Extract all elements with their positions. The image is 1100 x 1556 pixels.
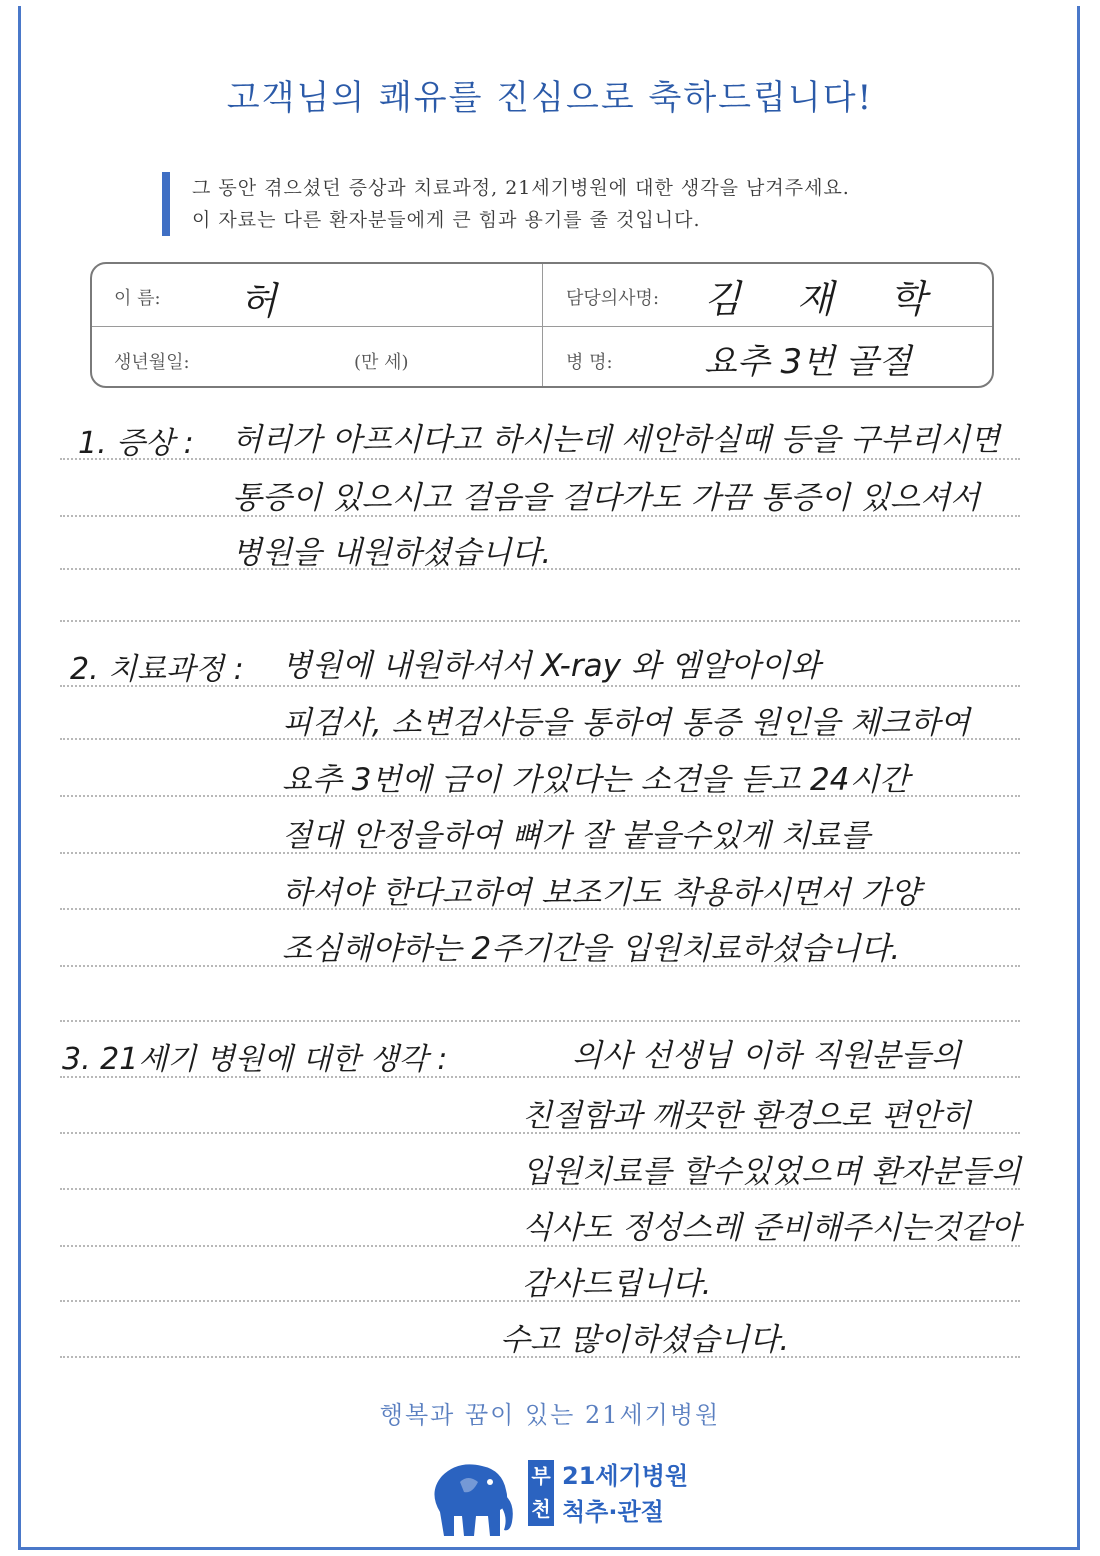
logo-hospital-name: 21세기병원	[562, 1462, 689, 1490]
doctor-label: 담당의사명:	[566, 288, 660, 309]
logo-box-bottom: 천	[531, 1497, 551, 1521]
opinion-line: 의사 선생님 이하 직원분들의	[572, 1038, 961, 1074]
opinion-line: 식사도 정성스레 준비해주시는것같아	[522, 1210, 1021, 1246]
treatment-line: 조심해야하는 2주기간을 입원치료하셨습니다.	[282, 931, 901, 967]
treatment-line: 병원에 내원하셔서 X-ray 와 엠알아이와	[282, 648, 821, 684]
ruled-line	[60, 1020, 1020, 1022]
patient-info-box	[90, 262, 994, 388]
name-value: 허	[240, 279, 277, 323]
hospital-logo	[420, 1452, 689, 1542]
treatment-line: 절대 안정을하여 뼈가 잘 붙을수있게 치료를	[282, 818, 871, 854]
info-box-divider-v	[542, 264, 543, 386]
treatment-line: 하셔야 한다고하여 보조기도 착용하시면서 가양	[282, 875, 921, 911]
treatment-line: 요추 3번에 금이 가있다는 소견을 듣고 24시간	[282, 762, 910, 798]
logo-box-top: 부	[531, 1464, 551, 1488]
intro-line-2: 이 자료는 다른 환자분들에게 큰 힘과 용기를 줄 것입니다.	[192, 209, 701, 231]
treatment-heading: 2. 치료과정 :	[70, 652, 244, 687]
age-label: (만 세)	[354, 352, 409, 373]
symptom-line: 통증이 있으시고 걸음을 걸다가도 가끔 통증이 있으셔서	[232, 480, 980, 516]
page-title: 고객님의 쾌유를 진심으로 축하드립니다!	[226, 78, 874, 118]
opinion-line: 감사드립니다.	[522, 1266, 712, 1302]
opinion-line: 입원치료를 할수있었으며 환자분들의	[522, 1154, 1021, 1190]
name-label: 이 름:	[114, 288, 161, 309]
symptom-line: 병원을 내원하셨습니다.	[232, 535, 552, 571]
elephant-icon	[420, 1452, 520, 1542]
symptom-heading: 1. 증상 :	[78, 426, 194, 461]
intro-line-1: 그 동안 겪으셨던 증상과 치료과정, 21세기병원에 대한 생각을 남겨주세요.	[192, 177, 850, 199]
footer-slogan: 행복과 꿈이 있는 21세기병원	[379, 1401, 721, 1429]
logo-box	[528, 1460, 554, 1526]
doctor-value: 김 재 학	[704, 277, 949, 321]
opinion-heading: 3. 21세기 병원에 대한 생각 :	[62, 1042, 448, 1077]
logo-specialty: 척추·관절	[562, 1498, 664, 1526]
birth-label: 생년월일:	[114, 352, 190, 373]
opinion-line: 친절함과 깨끗한 환경으로 편안히	[522, 1098, 971, 1134]
opinion-line: 수고 많이하셨습니다.	[500, 1322, 790, 1358]
symptom-line: 허리가 아프시다고 하시는데 세안하실때 등을 구부리시면	[232, 422, 1000, 458]
intro-text	[162, 172, 850, 236]
ruled-line	[60, 620, 1020, 622]
disease-value: 요추 3번 골절	[704, 342, 912, 382]
disease-label: 병 명:	[566, 352, 613, 373]
treatment-line: 피검사, 소변검사등을 통하여 통증 원인을 체크하여	[282, 705, 970, 741]
